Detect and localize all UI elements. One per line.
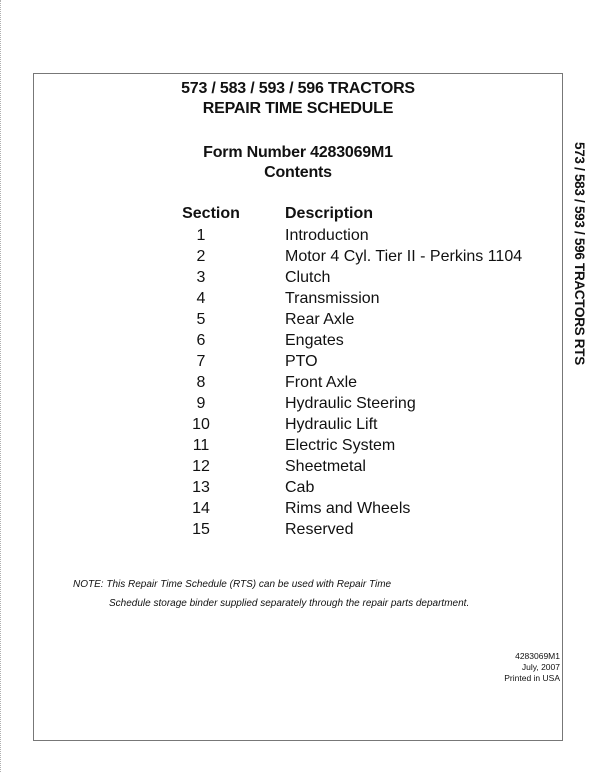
title-repair-time-schedule: REPAIR TIME SCHEDULE: [202, 100, 394, 117]
section-description: Transmission: [285, 290, 380, 307]
section-number: 5: [196, 311, 206, 328]
section-description: Motor 4 Cyl. Tier II - Perkins 1104: [285, 248, 523, 265]
section-description: Reserved: [285, 521, 354, 538]
section-number: 6: [196, 332, 206, 349]
section-number: 15: [192, 521, 210, 538]
list-item: [0, 226, 598, 247]
section-description: Engates: [285, 332, 344, 349]
note-line-1: NOTE: This Repair Time Schedule (RTS) can be used with Repair Time: [73, 579, 392, 590]
imprint-block: [504, 651, 560, 684]
title-tractors: 573 / 583 / 593 / 596 TRACTORS: [181, 80, 415, 97]
section-number: 10: [192, 416, 210, 433]
section-number: 9: [196, 395, 206, 412]
section-number: 1: [196, 227, 206, 244]
list-item: [0, 415, 598, 436]
note-line-2: Schedule storage binder supplied separately through the repair parts department.: [109, 598, 470, 609]
section-description: Hydraulic Steering: [285, 395, 416, 412]
list-item: [0, 520, 598, 541]
section-column-header: Section: [182, 205, 240, 222]
section-description: Rims and Wheels: [285, 500, 411, 517]
contents-list: [0, 226, 598, 541]
list-item: [0, 331, 598, 352]
list-item: [0, 499, 598, 520]
list-item: [0, 268, 598, 289]
section-number: 14: [192, 500, 210, 517]
list-item: [0, 310, 598, 331]
description-column-header: Description: [285, 205, 374, 222]
section-description: Front Axle: [285, 374, 358, 391]
section-number: 2: [196, 248, 206, 265]
section-number: 3: [196, 269, 206, 286]
list-item: [0, 352, 598, 373]
list-item: [0, 436, 598, 457]
form-number: Form Number 4283069M1: [203, 144, 393, 161]
section-number: 4: [196, 290, 206, 307]
section-description: Rear Axle: [285, 311, 355, 328]
section-number: 7: [196, 353, 206, 370]
list-item: [0, 247, 598, 268]
list-item: [0, 373, 598, 394]
section-description: PTO: [285, 353, 318, 370]
section-number: 8: [196, 374, 206, 391]
section-description: Cab: [285, 479, 315, 496]
list-item: [0, 457, 598, 478]
spine-label: 573 / 583 / 593 / 596 TRACTORS RTS: [572, 142, 587, 365]
list-item: [0, 289, 598, 310]
section-number: 12: [192, 458, 210, 475]
section-description: Sheetmetal: [285, 458, 366, 475]
section-number: 13: [192, 479, 210, 496]
list-item: [0, 478, 598, 499]
imprint-part-number: 4283069M1: [515, 651, 560, 661]
imprint-date: July, 2007: [521, 662, 560, 672]
section-description: Introduction: [285, 227, 369, 244]
section-number: 11: [192, 437, 210, 454]
contents-heading: Contents: [264, 164, 332, 181]
section-description: Clutch: [285, 269, 331, 286]
imprint-printed: Printed in USA: [504, 673, 560, 683]
list-item: [0, 394, 598, 415]
section-description: Electric System: [285, 437, 396, 454]
section-description: Hydraulic Lift: [285, 416, 378, 433]
